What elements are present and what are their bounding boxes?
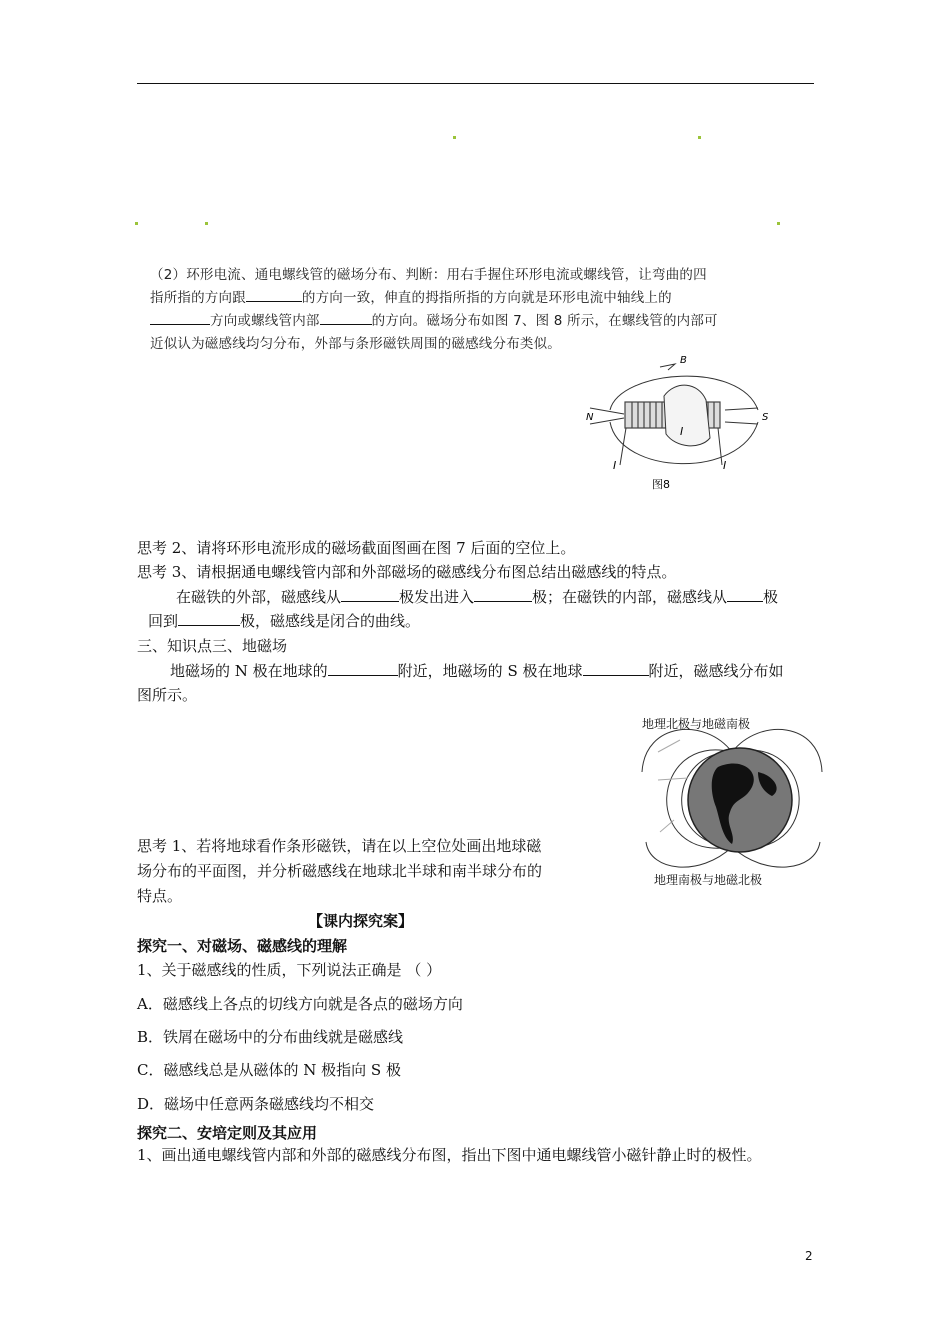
blank <box>150 310 210 325</box>
think-3-fill-line-2: 回到 极，磁感线是闭合的曲线。 <box>148 612 421 630</box>
solenoid-figure <box>580 350 780 495</box>
scan-line-1: （2）环形电流、通电螺线管的磁场分布、判断：用右手握住环形电流或螺线管，让弯曲的四 <box>150 267 707 283</box>
label-I-center: I <box>680 425 684 438</box>
scan-artifact-dot <box>453 136 456 139</box>
scan-artifact-dot <box>698 136 701 139</box>
blank <box>583 661 649 676</box>
scan-artifact-dot <box>205 222 208 225</box>
earth-think-line-2: 场分布的平面图，并分析磁感线在地球北半球和南半球分布的 <box>137 862 543 880</box>
earth-globe <box>688 748 792 852</box>
label-I-left: I <box>613 459 617 472</box>
figure8-caption: 图8 <box>652 478 670 491</box>
question-2-stem: 1、画出通电螺线管内部和外部的磁感线分布图，指出下图中通电螺线管小磁针静止时的极性。 <box>137 1146 762 1164</box>
label-B: B <box>680 355 687 366</box>
earth-field-figure <box>640 712 825 887</box>
explore-2-title: 探究二、安培定则及其应用 <box>137 1124 318 1142</box>
think-3-fill-line-1: 在磁铁的外部，磁感线从 极发出进入 极；在磁铁的内部，磁感线从 极 <box>176 588 779 606</box>
geo-line-2: 图所示。 <box>137 686 198 704</box>
blank <box>341 587 399 602</box>
blank <box>178 611 240 626</box>
scan-line-4: 近似认为磁感线均匀分布，外部与条形磁铁周围的磁感线分布类似。 <box>150 336 561 352</box>
earth-think-line-3: 特点。 <box>137 887 183 905</box>
header-rule <box>137 83 814 84</box>
blank <box>328 661 398 676</box>
option-a: A．磁感线上各点的切线方向就是各点的磁场方向 <box>137 995 463 1013</box>
question-1-stem: 1、关于磁感线的性质，下列说法正确是 （ ） <box>137 961 442 979</box>
think-2: 思考 2、请将环形电流形成的磁场截面图画在图 7 后面的空位上。 <box>137 539 576 557</box>
option-d: D．磁场中任意两条磁感线均不相交 <box>137 1095 375 1113</box>
class-explore-title: 【课内探究案】 <box>308 912 414 930</box>
earth-bottom-label: 地理南极与地磁北极 <box>654 873 763 887</box>
scan-line-3: 方向或螺线管内部 的方向。磁场分布如图 7、图 8 所示，在螺线管的内部可 <box>150 309 718 329</box>
scan-artifact-dot <box>135 222 138 225</box>
geo-line-1: 地磁场的 N 极在地球的 附近，地磁场的 S 极在地球 附近，磁感线分布如 <box>170 662 784 680</box>
field-arrow <box>660 364 675 370</box>
section-3-title: 三、知识点三、地磁场 <box>137 637 288 655</box>
hand-shape <box>664 385 710 446</box>
think-3: 思考 3、请根据通电螺线管内部和外部磁场的磁感线分布图总结出磁感线的特点。 <box>137 563 677 581</box>
label-N: N <box>586 412 594 423</box>
blank <box>727 587 763 602</box>
earth-think-line-1: 思考 1、若将地球看作条形磁铁，请在以上空位处画出地球磁 <box>137 837 542 855</box>
blank <box>474 587 532 602</box>
blank <box>320 310 372 325</box>
scan-artifact-dot <box>777 222 780 225</box>
blank <box>246 287 302 302</box>
explore-1-title: 探究一、对磁场、磁感线的理解 <box>137 937 348 955</box>
option-b: B．铁屑在磁场中的分布曲线就是磁感线 <box>137 1028 404 1046</box>
page-number: 2 <box>805 1249 813 1263</box>
earth-top-label: 地理北极与地磁南极 <box>642 717 751 731</box>
option-c: C．磁感线总是从磁体的 N 极指向 S 极 <box>137 1061 401 1079</box>
label-I-right: I <box>723 459 727 472</box>
scan-line-2: 指所指的方向跟 的方向一致，伸直的拇指所指的方向就是环形电流中轴线上的 <box>150 286 672 306</box>
label-S: S <box>762 412 769 423</box>
